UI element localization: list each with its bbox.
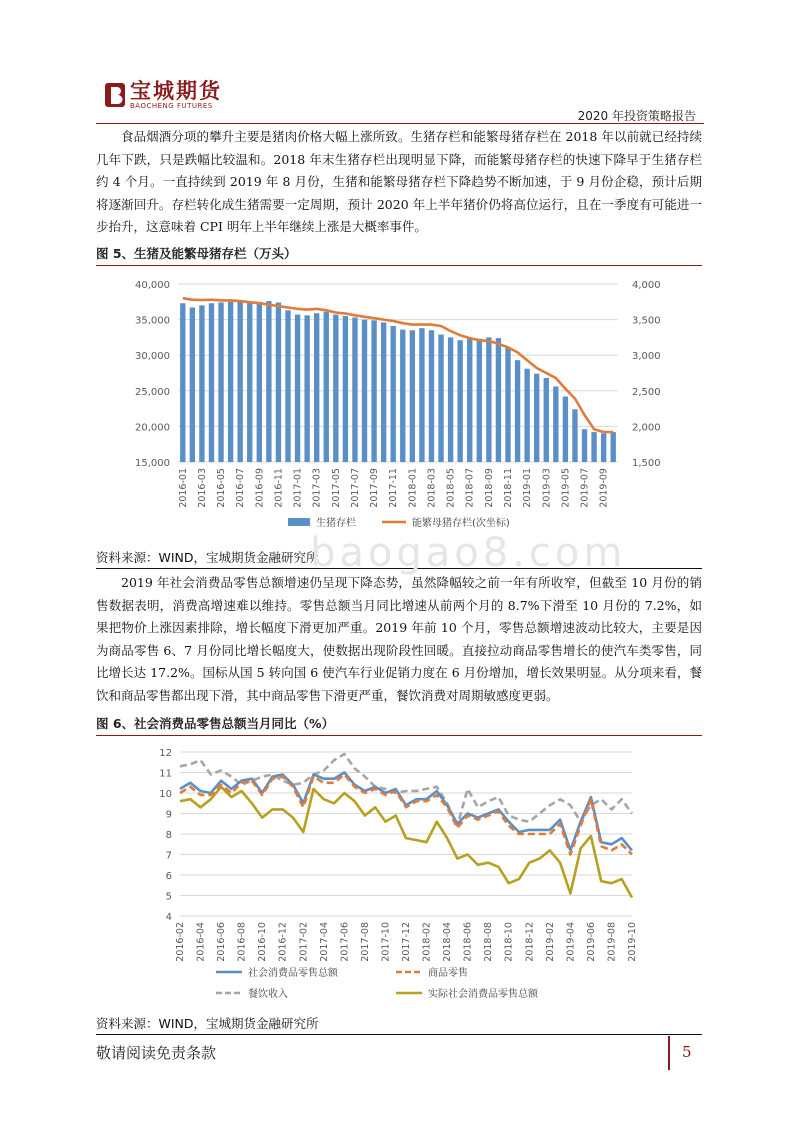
bar [362,320,367,462]
bar [563,396,568,462]
bar [467,339,472,462]
x-tick-label: 2016-06 [216,922,228,962]
legend-label: 生猪存栏 [316,518,356,529]
x-tick-label: 2019-08 [606,922,618,962]
bar [515,360,520,462]
y2-tick-label: 3,500 [632,315,661,327]
x-tick-label: 2016-01 [177,468,189,508]
x-tick-label: 2018-12 [524,922,536,962]
logo-chinese-name: 宝城期货 [130,78,222,103]
x-tick-label: 2016-04 [195,922,207,962]
bar [582,429,587,462]
bar [276,303,281,462]
x-tick-label: 2016-05 [216,468,228,508]
y2-tick-label: 3,000 [632,351,661,363]
bar [209,303,214,462]
bar [448,337,453,462]
bar [199,305,204,462]
bar [257,302,262,462]
bar [553,387,558,462]
x-tick-label: 2018-08 [483,922,495,962]
y2-tick-label: 1,500 [632,458,661,469]
x-tick-label: 2018-05 [445,468,457,508]
paragraph-pig-inventory: 食品烟酒分项的攀升主要是猪肉价格大幅上涨所致。生猪存栏和能繁母猪存栏在 2018 年以前就已经持续几年下跌，只是跌幅比较温和。2018 年末生猪存栏出现明显下降，而能繁母猪存栏的快速下降早于生猪存栏约 4 个月。一直持续到 2019 年 8 月份，生猪和能繁母猪存栏下降趋势不断加速，于 9 月份企稳，预计后期将逐渐回升。存栏转化成生猪需要一定周期，预计 2020 年上半年猪价仍将高位运行，且在一季度有可能进一步抬升，这意味着 CPI 明年上半年继续上涨是大概率事件。 [96,129,702,234]
bar [611,432,616,462]
bar [496,338,501,462]
y2-tick-label: 4,000 [632,280,661,291]
bar [438,335,443,462]
bar [371,320,376,462]
bar [343,316,348,462]
x-tick-label: 2018-06 [462,922,474,962]
x-tick-label: 2019-03 [541,468,553,508]
x-tick-label: 2016-02 [175,922,186,962]
figure5-title: 图 5、生猪及能繁母猪存栏（万头） [96,244,702,266]
bar [295,315,300,462]
x-tick-label: 2018-01 [407,468,419,508]
bar [218,303,223,462]
bar [419,328,424,462]
x-tick-label: 2017-03 [311,468,323,508]
legend-label: 社会消费品零售总额 [248,968,338,979]
bar [381,322,386,462]
x-tick-label: 2016-08 [236,922,248,962]
y-tick-label: 11 [159,768,172,780]
x-tick-label: 2018-10 [503,922,515,962]
x-tick-label: 2017-07 [349,468,361,508]
bar [505,347,510,462]
x-tick-label: 2016-09 [254,468,266,508]
bar [477,339,482,462]
bar [601,434,606,462]
bar [457,340,462,462]
bar [324,312,329,462]
x-tick-label: 2019-02 [544,922,556,962]
y-tick-label: 20,000 [135,422,170,434]
y2-tick-label: 2,500 [632,386,661,398]
bar [352,317,357,462]
bar [237,302,242,462]
bar [486,337,491,462]
figure6-title: 图 6、社会消费品零售总额当月同比（%） [96,714,702,736]
bar [190,307,195,462]
legend-label: 商品零售 [428,968,468,979]
x-tick-label: 2016-11 [273,468,285,508]
page-number: 5 [682,1043,692,1061]
bar [410,330,415,462]
y-tick-label: 4 [165,912,172,923]
y-tick-label: 12 [159,748,172,759]
series-line [180,775,632,855]
bar [180,303,185,462]
x-tick-label: 2019-07 [579,468,591,508]
x-tick-label: 2017-08 [359,922,371,962]
x-tick-label: 2019-10 [627,922,638,962]
x-tick-label: 2018-03 [426,468,438,508]
x-tick-label: 2019-09 [598,468,610,508]
x-tick-label: 2018-09 [483,468,495,508]
footer-divider [668,1036,670,1070]
watermark: baogao8.com [310,530,627,576]
y-tick-label: 5 [165,891,172,903]
legend-label: 餐饮收入 [248,989,288,1000]
x-tick-label: 2018-11 [503,468,514,508]
logo-english-name: BAOCHENG FUTURES [130,102,213,110]
y-tick-label: 10 [159,789,172,800]
x-tick-label: 2017-01 [292,468,304,508]
bar [400,330,405,462]
x-tick-label: 2017-02 [298,922,310,962]
x-tick-label: 2017-05 [330,468,342,508]
bar [544,378,549,462]
company-logo [104,80,222,110]
bar [304,315,309,462]
y-tick-label: 7 [165,850,172,862]
x-tick-label: 2019-06 [585,922,597,962]
x-tick-label: 2018-04 [442,922,454,962]
legend-label: 能繁母猪存栏(次坐标) [412,518,510,529]
figure5-source: 资料来源：WIND，宝城期货金融研究所 [96,548,702,569]
paragraph-retail-sales: 2019 年社会消费品零售总额增速仍呈现下降态势，虽然降幅较之前一年有所收窄，但截至 10 月份的销售数据表明，消费高增速难以维持。零售总额当月同比增速从前两个月的 8.7%下滑至 10 月份的 7.2%，如果把物价上涨因素排除，增长幅度下滑更加严重。2019 年前 10 个月，零售总额增速波动比较大，主要是因为商品零售 6、7 月份同比增长幅度大，使数据出现阶段性回暖。直接拉动商品零售增长的使汽车类零售，同比增长达 17.2%。国标从国 5 转向国 6 使汽车行业促销力度在 6 月份增加，增长效果明显。从分项来看，餐饮和商品零售都出现下滑，其中商品零售下滑更严重，餐饮消费对周期敏感度更弱。 [96,575,702,703]
x-tick-label: 2016-10 [257,922,269,962]
bar [333,315,338,462]
bar [266,301,271,462]
bar [572,409,577,462]
bar [391,326,396,462]
header-divider [96,123,704,124]
x-tick-label: 2017-11 [388,468,400,508]
x-tick-label: 2019-05 [560,468,572,508]
x-tick-label: 2017-10 [380,922,392,962]
figure6-source: 资料来源：WIND，宝城期货金融研究所 [96,1014,702,1035]
x-tick-label: 2016-07 [235,468,247,508]
bar [285,310,290,462]
y-tick-label: 8 [165,830,172,841]
series-line [180,754,632,826]
y-tick-label: 35,000 [135,315,170,327]
x-tick-label: 2019-04 [565,922,577,962]
y-tick-label: 9 [165,809,172,821]
footer-disclaimer: 敬请阅读免责条款 [96,1044,217,1062]
x-tick-label: 2018-07 [464,468,476,508]
x-tick-label: 2016-12 [277,922,289,962]
y-tick-label: 25,000 [135,386,170,398]
x-tick-label: 2018-02 [421,922,433,962]
hog-inventory-chart [96,266,702,544]
x-tick-label: 2017-04 [318,922,330,962]
x-tick-label: 2017-12 [401,922,412,962]
report-title: 2020 年投资策略报告 [577,109,696,123]
bar [534,374,539,462]
y-tick-label: 6 [165,871,172,882]
y-tick-label: 15,000 [135,458,170,469]
bar [591,432,596,462]
x-tick-label: 2017-09 [369,468,381,508]
retail-sales-chart [96,738,702,1010]
bar [247,303,252,462]
baocheng-logo-icon [104,82,126,108]
x-tick-label: 2016-03 [196,468,208,508]
legend-label: 实际社会消费品零售总额 [428,989,538,1000]
y-tick-label: 40,000 [135,280,170,291]
y-tick-label: 30,000 [135,351,170,363]
x-tick-label: 2019-01 [522,468,534,508]
legend-swatch-bar [288,518,310,526]
bar [429,330,434,462]
x-tick-label: 2017-06 [339,922,351,962]
bar [314,313,319,462]
y2-tick-label: 2,000 [632,422,661,434]
bar [524,369,529,462]
bar [228,302,233,462]
